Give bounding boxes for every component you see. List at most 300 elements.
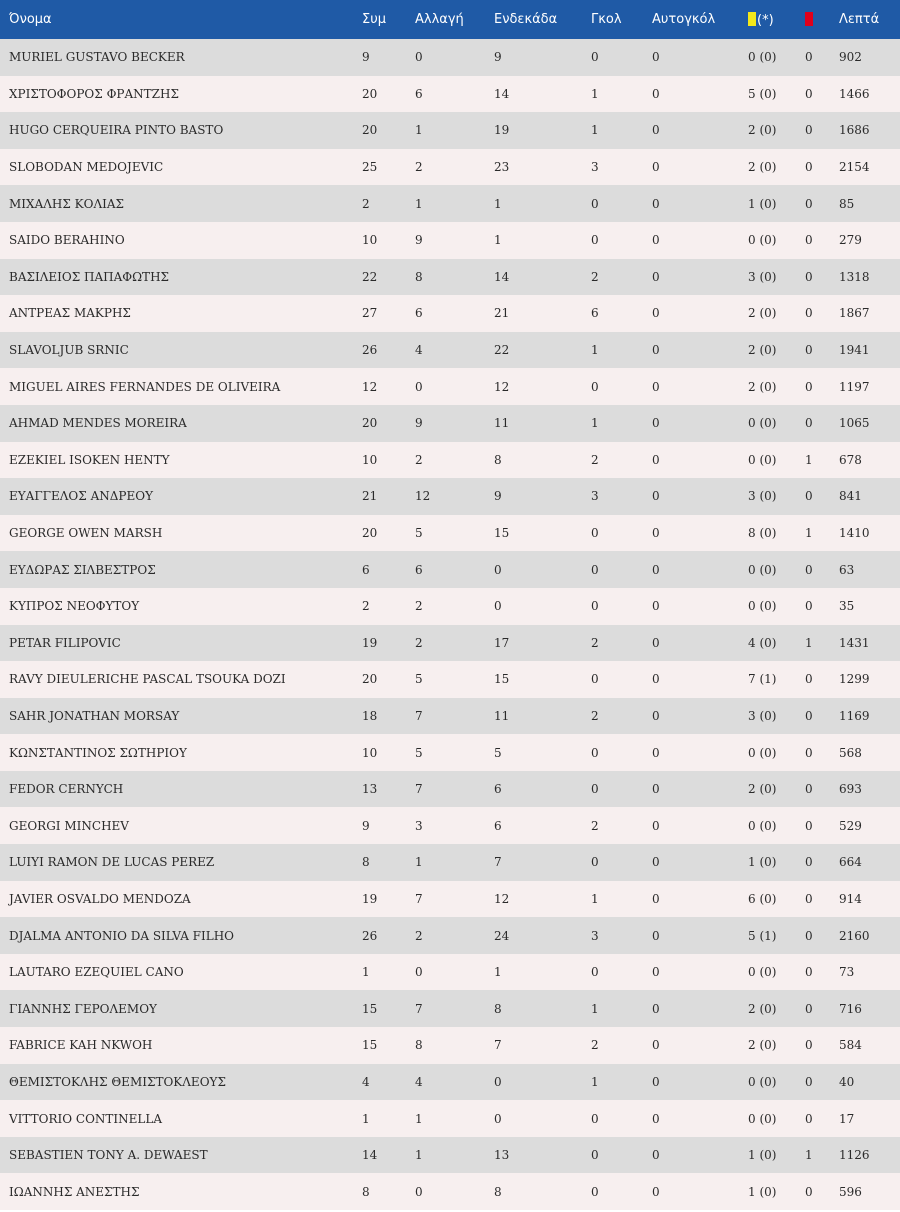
- goals-cell: 0: [591, 379, 599, 394]
- own-goals-cell: 0: [652, 452, 660, 467]
- starts-cell: 5: [494, 745, 502, 760]
- col-header-goals[interactable]: Γκολ: [591, 12, 622, 27]
- table-row: [0, 917, 900, 954]
- own-goals-cell: 0: [652, 562, 660, 577]
- minutes-cell: 279: [839, 233, 862, 248]
- starts-cell: 11: [494, 708, 510, 723]
- subs-cell: 5: [415, 745, 423, 760]
- player-name: ΑΝΤΡΕΑΣ ΜΑΚΡΗΣ: [9, 306, 131, 321]
- player-name: SEBASTIEN TONY A. DEWAEST: [9, 1148, 208, 1163]
- goals-cell: 0: [591, 672, 599, 687]
- red-cards-cell: 0: [805, 1074, 813, 1089]
- minutes-cell: 716: [839, 1001, 862, 1016]
- table-row: [0, 954, 900, 991]
- table-row: [0, 149, 900, 186]
- subs-cell: 4: [415, 1074, 423, 1089]
- yellow-cards-cell: 0 (0): [748, 50, 777, 65]
- minutes-cell: 17: [839, 1111, 855, 1126]
- own-goals-cell: 0: [652, 891, 660, 906]
- apps-cell: 22: [362, 269, 378, 284]
- goals-cell: 2: [591, 818, 599, 833]
- goals-cell: 0: [591, 965, 599, 980]
- table-row: [0, 112, 900, 149]
- subs-cell: 4: [415, 343, 423, 358]
- table-row: [0, 551, 900, 588]
- red-cards-cell: 0: [805, 1001, 813, 1016]
- red-cards-cell: 0: [805, 855, 813, 870]
- minutes-cell: 529: [839, 818, 862, 833]
- player-name: GEORGE OWEN MARSH: [9, 526, 163, 541]
- minutes-cell: 1197: [839, 379, 870, 394]
- yellow-cards-cell: 3 (0): [748, 708, 777, 723]
- red-cards-cell: 0: [805, 708, 813, 723]
- minutes-cell: 2160: [839, 928, 870, 943]
- player-name: ΚΥΠΡΟΣ ΝΕΟΦΥΤΟΥ: [9, 599, 140, 614]
- goals-cell: 3: [591, 160, 599, 175]
- yellow-cards-cell: 0 (0): [748, 452, 777, 467]
- goals-cell: 1: [591, 86, 599, 101]
- yellow-cards-cell: 0 (0): [748, 599, 777, 614]
- minutes-cell: 63: [839, 562, 855, 577]
- table-row: [0, 368, 900, 405]
- starts-cell: 7: [494, 1038, 502, 1053]
- starts-cell: 1: [494, 965, 502, 980]
- red-card-icon: [805, 12, 813, 26]
- subs-cell: 5: [415, 672, 423, 687]
- table-row: [0, 734, 900, 771]
- starts-cell: 9: [494, 489, 502, 504]
- own-goals-cell: 0: [652, 1148, 660, 1163]
- starts-cell: 0: [494, 1111, 502, 1126]
- subs-cell: 0: [415, 50, 423, 65]
- apps-cell: 6: [362, 562, 370, 577]
- goals-cell: 0: [591, 1111, 599, 1126]
- apps-cell: 1: [362, 1111, 370, 1126]
- subs-cell: 12: [415, 489, 431, 504]
- yellow-cards-cell: 2 (0): [748, 160, 777, 175]
- yellow-cards-cell: 2 (0): [748, 123, 777, 138]
- starts-cell: 1: [494, 233, 502, 248]
- yellow-cards-cell: 2 (0): [748, 782, 777, 797]
- own-goals-cell: 0: [652, 635, 660, 650]
- apps-cell: 21: [362, 489, 378, 504]
- red-cards-cell: 0: [805, 416, 813, 431]
- col-header-apps[interactable]: Συμ: [362, 12, 387, 27]
- own-goals-cell: 0: [652, 1038, 660, 1053]
- player-name: MIGUEL AIRES FERNANDES DE OLIVEIRA: [9, 379, 281, 394]
- table-row: [0, 990, 900, 1027]
- red-cards-cell: 1: [805, 452, 813, 467]
- minutes-cell: 1065: [839, 416, 870, 431]
- col-header-minutes[interactable]: Λεπτά: [839, 12, 880, 27]
- goals-cell: 0: [591, 526, 599, 541]
- subs-cell: 8: [415, 269, 423, 284]
- goals-cell: 0: [591, 782, 599, 797]
- minutes-cell: 1466: [839, 86, 870, 101]
- minutes-cell: 1410: [839, 526, 870, 541]
- starts-cell: 0: [494, 562, 502, 577]
- own-goals-cell: 0: [652, 343, 660, 358]
- minutes-cell: 568: [839, 745, 862, 760]
- table-row: [0, 625, 900, 662]
- red-cards-cell: 0: [805, 306, 813, 321]
- goals-cell: 2: [591, 452, 599, 467]
- yellow-cards-cell: 0 (0): [748, 416, 777, 431]
- table-row: [0, 1027, 900, 1064]
- table-row: [0, 844, 900, 881]
- player-name: ΘΕΜΙΣΤΟΚΛΗΣ ΘΕΜΙΣΤΟΚΛΕΟΥΣ: [9, 1074, 226, 1089]
- table-row: [0, 1100, 900, 1137]
- minutes-cell: 1299: [839, 672, 870, 687]
- apps-cell: 20: [362, 123, 378, 138]
- apps-cell: 26: [362, 928, 378, 943]
- own-goals-cell: 0: [652, 1001, 660, 1016]
- subs-cell: 7: [415, 891, 423, 906]
- player-name: RAVY DIEULERICHE PASCAL TSOUKA DOZI: [9, 672, 286, 687]
- apps-cell: 4: [362, 1074, 370, 1089]
- player-name: EZEKIEL ISOKEN HENTY: [9, 452, 170, 467]
- yellow-cards-cell: 2 (0): [748, 306, 777, 321]
- red-cards-cell: 0: [805, 1111, 813, 1126]
- goals-cell: 0: [591, 50, 599, 65]
- apps-cell: 2: [362, 599, 370, 614]
- player-name: ΧΡΙΣΤΟΦΟΡΟΣ ΦΡΑΝΤΖΗΣ: [9, 86, 179, 101]
- subs-cell: 1: [415, 855, 423, 870]
- starts-cell: 13: [494, 1148, 510, 1163]
- red-cards-cell: 0: [805, 599, 813, 614]
- apps-cell: 1: [362, 965, 370, 980]
- red-cards-cell: 0: [805, 196, 813, 211]
- own-goals-cell: 0: [652, 782, 660, 797]
- yellow-cards-cell: 0 (0): [748, 965, 777, 980]
- table-row: [0, 881, 900, 918]
- subs-cell: 2: [415, 452, 423, 467]
- goals-cell: 0: [591, 196, 599, 211]
- table-row: [0, 442, 900, 479]
- table-row: [0, 1173, 900, 1210]
- player-name: MURIEL GUSTAVO BECKER: [9, 50, 185, 65]
- subs-cell: 7: [415, 708, 423, 723]
- own-goals-cell: 0: [652, 855, 660, 870]
- yellow-cards-cell: 0 (0): [748, 233, 777, 248]
- minutes-cell: 841: [839, 489, 862, 504]
- starts-cell: 8: [494, 1184, 502, 1199]
- yellow-cards-cell: 0 (0): [748, 745, 777, 760]
- subs-cell: 7: [415, 782, 423, 797]
- subs-cell: 6: [415, 86, 423, 101]
- minutes-cell: 693: [839, 782, 862, 797]
- table-row: [0, 259, 900, 296]
- subs-cell: 0: [415, 379, 423, 394]
- goals-cell: 1: [591, 343, 599, 358]
- apps-cell: 19: [362, 891, 378, 906]
- table-row: [0, 76, 900, 113]
- red-cards-cell: 0: [805, 343, 813, 358]
- minutes-cell: 40: [839, 1074, 855, 1089]
- yellow-note: (*): [757, 12, 774, 28]
- apps-cell: 19: [362, 635, 378, 650]
- table-row: [0, 405, 900, 442]
- apps-cell: 14: [362, 1148, 378, 1163]
- subs-cell: 3: [415, 818, 423, 833]
- table-header-row: [0, 0, 900, 39]
- goals-cell: 0: [591, 233, 599, 248]
- player-name: AHMAD MENDES MOREIRA: [9, 416, 187, 431]
- yellow-cards-cell: 2 (0): [748, 1038, 777, 1053]
- player-name: ΚΩΝΣΤΑΝΤΙΝΟΣ ΣΩΤΗΡΙΟΥ: [9, 745, 187, 760]
- table-row: [0, 1137, 900, 1174]
- apps-cell: 2: [362, 196, 370, 211]
- subs-cell: 5: [415, 526, 423, 541]
- col-header-starts[interactable]: Ενδεκάδα: [494, 12, 558, 27]
- starts-cell: 15: [494, 526, 510, 541]
- minutes-cell: 678: [839, 452, 862, 467]
- apps-cell: 10: [362, 745, 378, 760]
- player-name: HUGO CERQUEIRA PINTO BASTO: [9, 123, 224, 138]
- col-header-subs[interactable]: Αλλαγή: [415, 12, 464, 27]
- own-goals-cell: 0: [652, 160, 660, 175]
- goals-cell: 3: [591, 928, 599, 943]
- starts-cell: 6: [494, 818, 502, 833]
- yellow-cards-cell: 5 (0): [748, 86, 777, 101]
- red-cards-cell: 0: [805, 123, 813, 138]
- starts-cell: 6: [494, 782, 502, 797]
- own-goals-cell: 0: [652, 672, 660, 687]
- goals-cell: 0: [591, 1184, 599, 1199]
- apps-cell: 15: [362, 1038, 378, 1053]
- player-name: JAVIER OSVALDO MENDOZA: [9, 891, 191, 906]
- starts-cell: 17: [494, 635, 510, 650]
- table-body: [0, 39, 900, 1210]
- subs-cell: 7: [415, 1001, 423, 1016]
- starts-cell: 19: [494, 123, 510, 138]
- red-cards-cell: 0: [805, 745, 813, 760]
- minutes-cell: 85: [839, 196, 855, 211]
- player-name: ΓΙΑΝΝΗΣ ΓΕΡΟΛΕΜΟΥ: [9, 1001, 157, 1016]
- own-goals-cell: 0: [652, 233, 660, 248]
- own-goals-cell: 0: [652, 196, 660, 211]
- table-row: [0, 515, 900, 552]
- red-cards-cell: 0: [805, 269, 813, 284]
- apps-cell: 27: [362, 306, 378, 321]
- goals-cell: 0: [591, 562, 599, 577]
- own-goals-cell: 0: [652, 269, 660, 284]
- minutes-cell: 1169: [839, 708, 870, 723]
- subs-cell: 1: [415, 196, 423, 211]
- minutes-cell: 596: [839, 1184, 862, 1199]
- starts-cell: 24: [494, 928, 510, 943]
- player-name: SLOBODAN MEDOJEVIC: [9, 160, 164, 175]
- minutes-cell: 1941: [839, 343, 870, 358]
- apps-cell: 20: [362, 86, 378, 101]
- minutes-cell: 1867: [839, 306, 870, 321]
- own-goals-cell: 0: [652, 928, 660, 943]
- goals-cell: 2: [591, 708, 599, 723]
- own-goals-cell: 0: [652, 86, 660, 101]
- red-cards-cell: 0: [805, 562, 813, 577]
- yellow-cards-cell: 0 (0): [748, 1111, 777, 1126]
- red-cards-cell: 0: [805, 672, 813, 687]
- starts-cell: 22: [494, 343, 510, 358]
- minutes-cell: 1686: [839, 123, 870, 138]
- yellow-cards-cell: 2 (0): [748, 1001, 777, 1016]
- red-cards-cell: 0: [805, 818, 813, 833]
- yellow-card-icon: [748, 12, 756, 26]
- table-row: [0, 185, 900, 222]
- goals-cell: 0: [591, 855, 599, 870]
- red-cards-cell: 0: [805, 86, 813, 101]
- subs-cell: 2: [415, 599, 423, 614]
- red-cards-cell: 0: [805, 50, 813, 65]
- own-goals-cell: 0: [652, 1074, 660, 1089]
- own-goals-cell: 0: [652, 489, 660, 504]
- starts-cell: 21: [494, 306, 510, 321]
- minutes-cell: 1126: [839, 1148, 870, 1163]
- starts-cell: 0: [494, 599, 502, 614]
- starts-cell: 23: [494, 160, 510, 175]
- apps-cell: 15: [362, 1001, 378, 1016]
- col-header-own-goals[interactable]: Αυτογκόλ: [652, 12, 716, 27]
- subs-cell: 1: [415, 123, 423, 138]
- starts-cell: 7: [494, 855, 502, 870]
- player-name: ΙΩΑΝΝΗΣ ΑΝΕΣΤΗΣ: [9, 1184, 140, 1199]
- own-goals-cell: 0: [652, 965, 660, 980]
- col-header-name[interactable]: Όνομα: [9, 12, 52, 27]
- player-name: SAHR JONATHAN MORSAY: [9, 708, 180, 723]
- apps-cell: 20: [362, 416, 378, 431]
- red-cards-cell: 1: [805, 1148, 813, 1163]
- own-goals-cell: 0: [652, 599, 660, 614]
- red-cards-cell: 0: [805, 489, 813, 504]
- own-goals-cell: 0: [652, 708, 660, 723]
- subs-cell: 9: [415, 233, 423, 248]
- apps-cell: 8: [362, 855, 370, 870]
- apps-cell: 20: [362, 672, 378, 687]
- minutes-cell: 584: [839, 1038, 862, 1053]
- player-name: FEDOR CERNYCH: [9, 782, 124, 797]
- yellow-cards-cell: 5 (1): [748, 928, 777, 943]
- red-cards-cell: 0: [805, 891, 813, 906]
- minutes-cell: 35: [839, 599, 855, 614]
- yellow-cards-cell: 2 (0): [748, 343, 777, 358]
- own-goals-cell: 0: [652, 50, 660, 65]
- apps-cell: 8: [362, 1184, 370, 1199]
- yellow-cards-cell: 7 (1): [748, 672, 777, 687]
- player-name: GEORGI MINCHEV: [9, 818, 129, 833]
- starts-cell: 11: [494, 416, 510, 431]
- yellow-cards-cell: 3 (0): [748, 489, 777, 504]
- player-name: VITTORIO CONTINELLA: [9, 1111, 163, 1126]
- table-row: [0, 588, 900, 625]
- subs-cell: 2: [415, 928, 423, 943]
- goals-cell: 0: [591, 599, 599, 614]
- goals-cell: 0: [591, 1148, 599, 1163]
- player-name: FABRICE KAH NKWOH: [9, 1038, 153, 1053]
- subs-cell: 1: [415, 1148, 423, 1163]
- apps-cell: 10: [362, 452, 378, 467]
- table-row: [0, 661, 900, 698]
- yellow-cards-cell: 8 (0): [748, 526, 777, 541]
- own-goals-cell: 0: [652, 1111, 660, 1126]
- goals-cell: 1: [591, 123, 599, 138]
- apps-cell: 9: [362, 818, 370, 833]
- apps-cell: 10: [362, 233, 378, 248]
- subs-cell: 0: [415, 965, 423, 980]
- yellow-cards-cell: 4 (0): [748, 635, 777, 650]
- goals-cell: 1: [591, 1074, 599, 1089]
- table-row: [0, 771, 900, 808]
- goals-cell: 3: [591, 489, 599, 504]
- apps-cell: 12: [362, 379, 378, 394]
- goals-cell: 2: [591, 635, 599, 650]
- apps-cell: 18: [362, 708, 378, 723]
- player-name: ΕΥΑΓΓΕΛΟΣ ΑΝΔΡΕΟΥ: [9, 489, 153, 504]
- subs-cell: 9: [415, 416, 423, 431]
- subs-cell: 8: [415, 1038, 423, 1053]
- apps-cell: 20: [362, 526, 378, 541]
- starts-cell: 9: [494, 50, 502, 65]
- player-name: ΕΥΔΩΡΑΣ ΣΙΛΒΕΣΤΡΟΣ: [9, 562, 156, 577]
- goals-cell: 2: [591, 269, 599, 284]
- own-goals-cell: 0: [652, 379, 660, 394]
- player-name: SAIDO BERAHINO: [9, 233, 125, 248]
- starts-cell: 14: [494, 269, 510, 284]
- subs-cell: 2: [415, 635, 423, 650]
- table-row: [0, 698, 900, 735]
- yellow-cards-cell: 0 (0): [748, 1074, 777, 1089]
- player-name: ΒΑΣΙΛΕΙΟΣ ΠΑΠΑΦΩΤΗΣ: [9, 269, 170, 284]
- red-cards-cell: 1: [805, 526, 813, 541]
- subs-cell: 6: [415, 306, 423, 321]
- yellow-cards-cell: 0 (0): [748, 562, 777, 577]
- col-header-red-cards[interactable]: [805, 0, 839, 39]
- red-cards-cell: 0: [805, 379, 813, 394]
- player-name: LAUTARO EZEQUIEL CANO: [9, 965, 184, 980]
- red-cards-cell: 0: [805, 965, 813, 980]
- player-name: DJALMA ANTONIO DA SILVA FILHO: [9, 928, 235, 943]
- starts-cell: 8: [494, 452, 502, 467]
- subs-cell: 0: [415, 1184, 423, 1199]
- yellow-cards-cell: 6 (0): [748, 891, 777, 906]
- yellow-cards-cell: 3 (0): [748, 269, 777, 284]
- own-goals-cell: 0: [652, 745, 660, 760]
- own-goals-cell: 0: [652, 123, 660, 138]
- table-row: [0, 332, 900, 369]
- minutes-cell: 1431: [839, 635, 870, 650]
- player-name: LUIYI RAMON DE LUCAS PEREZ: [9, 855, 215, 870]
- red-cards-cell: 0: [805, 782, 813, 797]
- minutes-cell: 2154: [839, 160, 870, 175]
- subs-cell: 6: [415, 562, 423, 577]
- goals-cell: 0: [591, 745, 599, 760]
- own-goals-cell: 0: [652, 818, 660, 833]
- starts-cell: 15: [494, 672, 510, 687]
- col-header-yellow-cards[interactable]: [748, 0, 805, 39]
- own-goals-cell: 0: [652, 306, 660, 321]
- red-cards-cell: 0: [805, 160, 813, 175]
- yellow-cards-cell: 1 (0): [748, 196, 777, 211]
- yellow-cards-cell: 1 (0): [748, 1184, 777, 1199]
- red-cards-cell: 0: [805, 1184, 813, 1199]
- goals-cell: 1: [591, 891, 599, 906]
- apps-cell: 26: [362, 343, 378, 358]
- player-name: ΜΙΧΑΛΗΣ ΚΟΛΙΑΣ: [9, 196, 125, 211]
- own-goals-cell: 0: [652, 1184, 660, 1199]
- starts-cell: 8: [494, 1001, 502, 1016]
- goals-cell: 6: [591, 306, 599, 321]
- table-row: [0, 478, 900, 515]
- starts-cell: 12: [494, 379, 510, 394]
